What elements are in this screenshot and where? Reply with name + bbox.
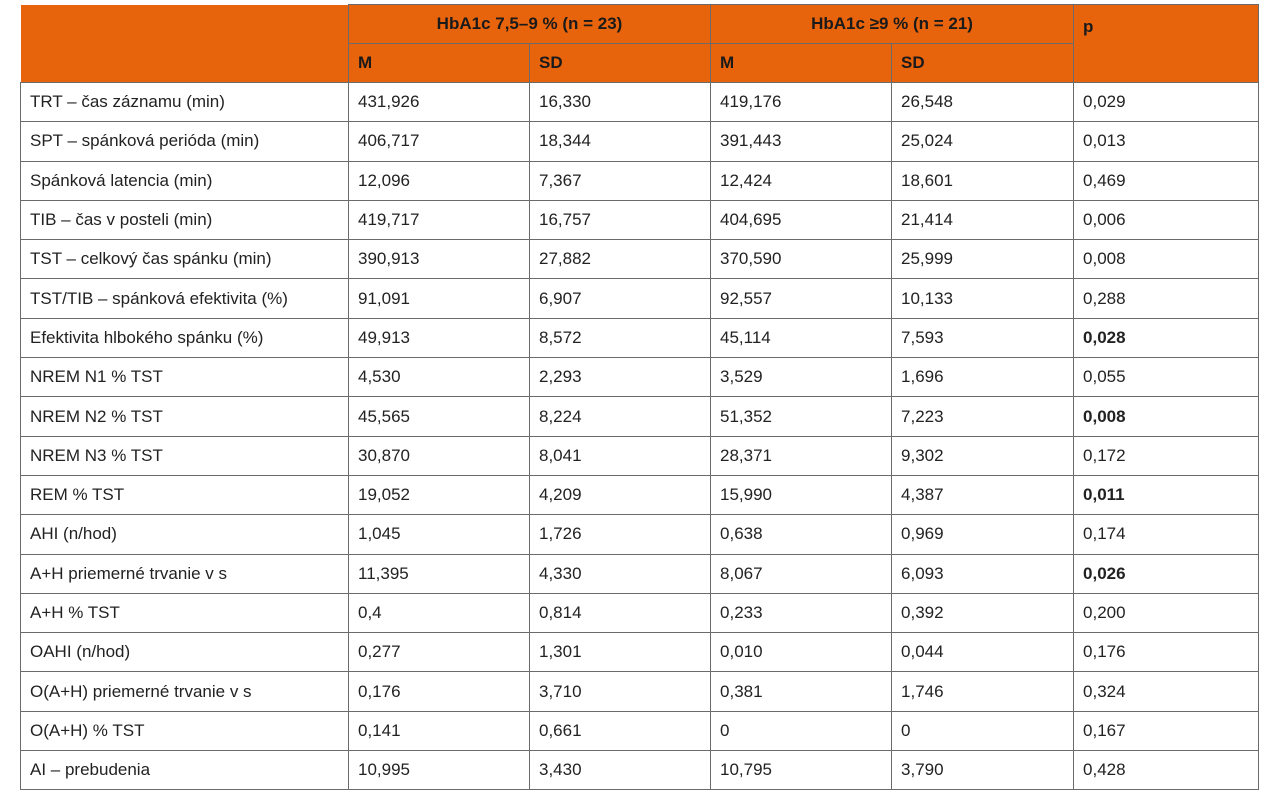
mean-group2-cell: 12,424 [711,161,892,200]
table-row [21,318,1259,357]
sd-group1-cell: 2,293 [530,358,711,397]
p-value-cell: 0,013 [1074,122,1259,161]
p-value-cell: 0,029 [1074,83,1259,122]
sd-group1-cell: 3,430 [530,751,711,790]
sd-group1-cell: 0,814 [530,593,711,632]
mean-group1-cell: 19,052 [349,475,530,514]
row-label: TRT – čas záznamu (min) [21,83,349,122]
p-value-cell: 0,008 [1074,240,1259,279]
table-row [21,240,1259,279]
sd-group2-cell: 1,746 [892,672,1074,711]
p-value-cell: 0,008 [1074,397,1259,436]
row-label: OAHI (n/hod) [21,633,349,672]
sd-group2-cell: 25,999 [892,240,1074,279]
group-header-hba1c-9-plus: HbA1c ≥9 % (n = 21) [711,5,1074,44]
sd-group2-cell: 4,387 [892,475,1074,514]
row-label: A+H % TST [21,593,349,632]
row-label: TIB – čas v posteli (min) [21,200,349,239]
table-row [21,475,1259,514]
mean-group1-cell: 406,717 [349,122,530,161]
mean-group2-cell: 8,067 [711,554,892,593]
sd-group1-cell: 4,330 [530,554,711,593]
mean-group2-cell: 3,529 [711,358,892,397]
sd-group2-cell: 6,093 [892,554,1074,593]
table-row [21,593,1259,632]
mean-group2-cell: 92,557 [711,279,892,318]
sd-group2-cell: 7,593 [892,318,1074,357]
sd-group2-cell: 0,392 [892,593,1074,632]
table-row [21,200,1259,239]
mean-group2-cell: 0,381 [711,672,892,711]
p-value-cell: 0,028 [1074,318,1259,357]
p-value-cell: 0,200 [1074,593,1259,632]
p-value-cell: 0,167 [1074,711,1259,750]
table-row [21,161,1259,200]
mean-group2-cell: 10,795 [711,751,892,790]
sd-group1-cell: 8,224 [530,397,711,436]
sd-group2-cell: 21,414 [892,200,1074,239]
row-label: Efektivita hlbokého spánku (%) [21,318,349,357]
mean-group2-cell: 370,590 [711,240,892,279]
mean-group2-cell: 51,352 [711,397,892,436]
table-row [21,83,1259,122]
sd-group2-cell: 9,302 [892,436,1074,475]
table-row [21,279,1259,318]
sd-group2-cell: 3,790 [892,751,1074,790]
table-row [21,358,1259,397]
p-value-header: p [1074,5,1259,83]
sd-group2-cell: 0 [892,711,1074,750]
empty-corner-cell [21,5,349,83]
mean-group1-cell: 419,717 [349,200,530,239]
mean-group1-cell: 4,530 [349,358,530,397]
row-label: REM % TST [21,475,349,514]
table-body [21,83,1259,790]
mean-group1-cell: 431,926 [349,83,530,122]
sd-group1-cell: 8,572 [530,318,711,357]
row-label: NREM N1 % TST [21,358,349,397]
sd-group1-cell: 16,757 [530,200,711,239]
row-label: NREM N3 % TST [21,436,349,475]
sleep-parameters-table-container [20,4,1258,790]
row-label: TST/TIB – spánková efektivita (%) [21,279,349,318]
mean-group1-cell: 49,913 [349,318,530,357]
sd-group2-cell: 1,696 [892,358,1074,397]
mean-group1-cell: 0,176 [349,672,530,711]
sd-group1-cell: 16,330 [530,83,711,122]
mean-group1-cell: 10,995 [349,751,530,790]
sd-group2-cell: 7,223 [892,397,1074,436]
mean-group1-cell: 12,096 [349,161,530,200]
sd-group1-cell: 27,882 [530,240,711,279]
table-header [21,5,1259,83]
mean-group2-cell: 0 [711,711,892,750]
mean-group2-cell: 45,114 [711,318,892,357]
sd-group1-cell: 4,209 [530,475,711,514]
header-row-groups [21,5,1259,44]
table-row [21,751,1259,790]
sd-group1-cell: 3,710 [530,672,711,711]
sd-group1-cell: 1,301 [530,633,711,672]
table-row [21,515,1259,554]
row-label: AHI (n/hod) [21,515,349,554]
row-label: A+H priemerné trvanie v s [21,554,349,593]
sd-group2-cell: 0,044 [892,633,1074,672]
mean-group2-cell: 15,990 [711,475,892,514]
table-row [21,397,1259,436]
p-value-cell: 0,428 [1074,751,1259,790]
row-label: TST – celkový čas spánku (min) [21,240,349,279]
sd-group2-cell: 18,601 [892,161,1074,200]
table-row [21,122,1259,161]
sd-group1-cell: 8,041 [530,436,711,475]
mean-group2-cell: 28,371 [711,436,892,475]
sd-group2-cell: 26,548 [892,83,1074,122]
mean-group1-cell: 390,913 [349,240,530,279]
mean-group1-cell: 91,091 [349,279,530,318]
sd-group2-cell: 25,024 [892,122,1074,161]
sd-group1-cell: 1,726 [530,515,711,554]
mean-group1-cell: 1,045 [349,515,530,554]
subheader-mean-group2: M [711,44,892,83]
row-label: SPT – spánková perióda (min) [21,122,349,161]
table-row [21,672,1259,711]
table-row [21,711,1259,750]
p-value-cell: 0,006 [1074,200,1259,239]
subheader-sd-group1: SD [530,44,711,83]
mean-group2-cell: 404,695 [711,200,892,239]
row-label: NREM N2 % TST [21,397,349,436]
mean-group2-cell: 0,010 [711,633,892,672]
sd-group1-cell: 7,367 [530,161,711,200]
mean-group1-cell: 0,141 [349,711,530,750]
sd-group1-cell: 6,907 [530,279,711,318]
sleep-parameters-table [20,4,1259,790]
p-value-cell: 0,469 [1074,161,1259,200]
group-header-hba1c-7-5-9: HbA1c 7,5–9 % (n = 23) [349,5,711,44]
table-row [21,554,1259,593]
p-value-cell: 0,288 [1074,279,1259,318]
mean-group1-cell: 0,4 [349,593,530,632]
table-row [21,436,1259,475]
table-row [21,633,1259,672]
p-value-cell: 0,026 [1074,554,1259,593]
sd-group1-cell: 18,344 [530,122,711,161]
p-value-cell: 0,011 [1074,475,1259,514]
row-label: AI – prebudenia [21,751,349,790]
mean-group2-cell: 0,233 [711,593,892,632]
sd-group1-cell: 0,661 [530,711,711,750]
mean-group1-cell: 11,395 [349,554,530,593]
row-label: O(A+H) % TST [21,711,349,750]
p-value-cell: 0,172 [1074,436,1259,475]
mean-group1-cell: 30,870 [349,436,530,475]
mean-group2-cell: 0,638 [711,515,892,554]
sd-group2-cell: 10,133 [892,279,1074,318]
subheader-sd-group2: SD [892,44,1074,83]
sd-group2-cell: 0,969 [892,515,1074,554]
p-value-cell: 0,324 [1074,672,1259,711]
p-value-cell: 0,055 [1074,358,1259,397]
mean-group1-cell: 45,565 [349,397,530,436]
p-value-cell: 0,176 [1074,633,1259,672]
subheader-mean-group1: M [349,44,530,83]
mean-group1-cell: 0,277 [349,633,530,672]
p-value-cell: 0,174 [1074,515,1259,554]
mean-group2-cell: 419,176 [711,83,892,122]
row-label: O(A+H) priemerné trvanie v s [21,672,349,711]
mean-group2-cell: 391,443 [711,122,892,161]
row-label: Spánková latencia (min) [21,161,349,200]
